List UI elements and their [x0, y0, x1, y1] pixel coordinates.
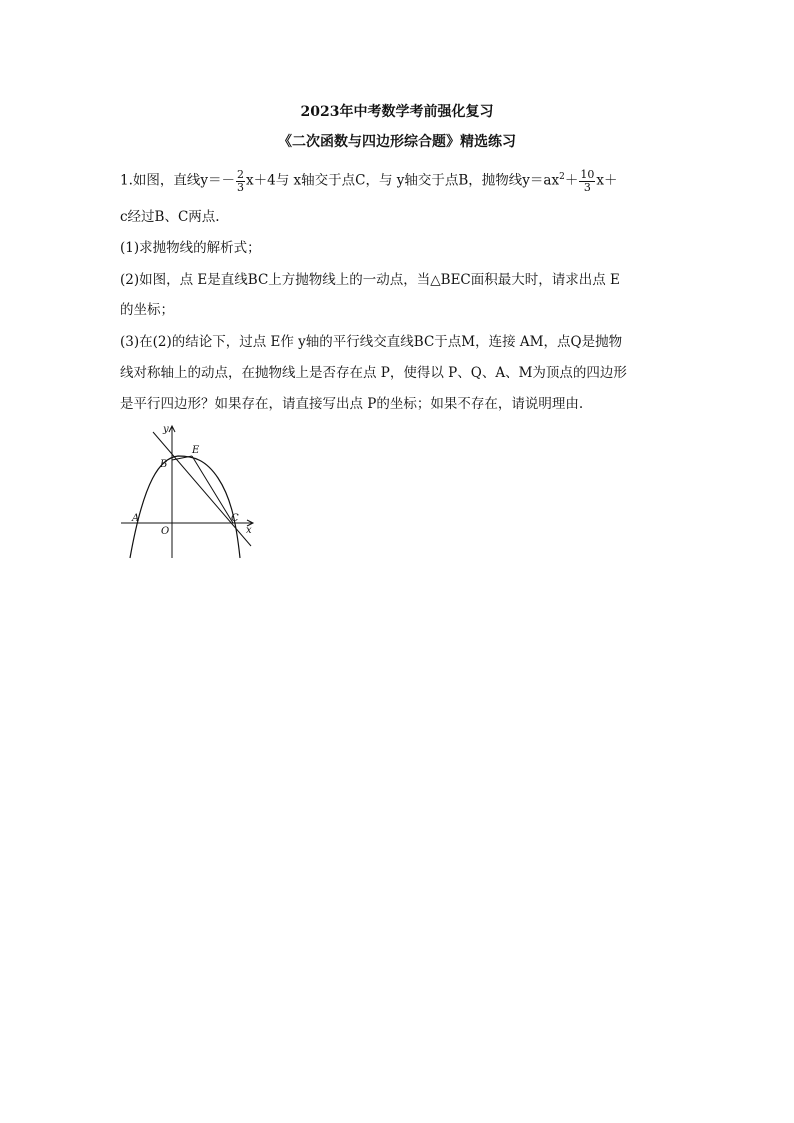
- intro-continuation: c经过B、C两点.: [120, 209, 220, 225]
- geometry-figure: [118, 420, 263, 560]
- frac-numerator: 2: [237, 167, 245, 181]
- intro-text-a: 1.如图，直线y＝－: [120, 172, 236, 189]
- document-subtitle: 《二次函数与四边形综合题》精选练习: [278, 134, 516, 150]
- frac-denominator: 3: [237, 180, 245, 194]
- power-superscript: 2: [559, 172, 565, 182]
- frac-numerator: 10: [580, 167, 595, 181]
- label-x: x: [246, 525, 252, 536]
- label-e: E: [192, 445, 200, 456]
- line-slope-fraction: [236, 169, 245, 194]
- frac-denominator: 3: [579, 181, 595, 194]
- question-2-line-1: (2)如图，点 E是直线BC上方抛物线上的一动点，当△BEC面积最大时，请求出点 E: [120, 272, 620, 288]
- intro-text-c: ＋: [564, 172, 579, 189]
- label-a: A: [132, 513, 140, 524]
- question-3-line-3: 是平行四边形？如果存在，请直接写出点 P的坐标；如果不存在，请说明理由.: [120, 396, 584, 412]
- question-3-line-1: (3)在(2)的结论下，过点 E作 y轴的平行线交直线BC于点M，连接 AM，点Q是抛物: [120, 334, 623, 350]
- question-2-line-2: 的坐标；: [120, 302, 174, 318]
- segment-ec: [192, 456, 233, 523]
- problem-intro-line: [120, 167, 617, 194]
- parabola-coef-fraction: [579, 169, 595, 194]
- label-b: B: [160, 459, 168, 470]
- intro-text-d: x＋: [596, 172, 618, 189]
- label-c: C: [231, 513, 239, 524]
- intro-text-b: x＋4与 x轴交于点C，与 y轴交于点B，抛物线y＝ax: [246, 172, 560, 189]
- document-title: 2023年中考数学考前强化复习: [300, 104, 494, 120]
- label-y: y: [163, 424, 169, 435]
- question-3-line-2: 线对称轴上的动点，在抛物线上是否存在点 P，使得以 P、Q、A、M为顶点的四边形: [120, 365, 627, 381]
- label-o: O: [161, 526, 170, 537]
- question-1: (1)求抛物线的解析式；: [120, 240, 261, 256]
